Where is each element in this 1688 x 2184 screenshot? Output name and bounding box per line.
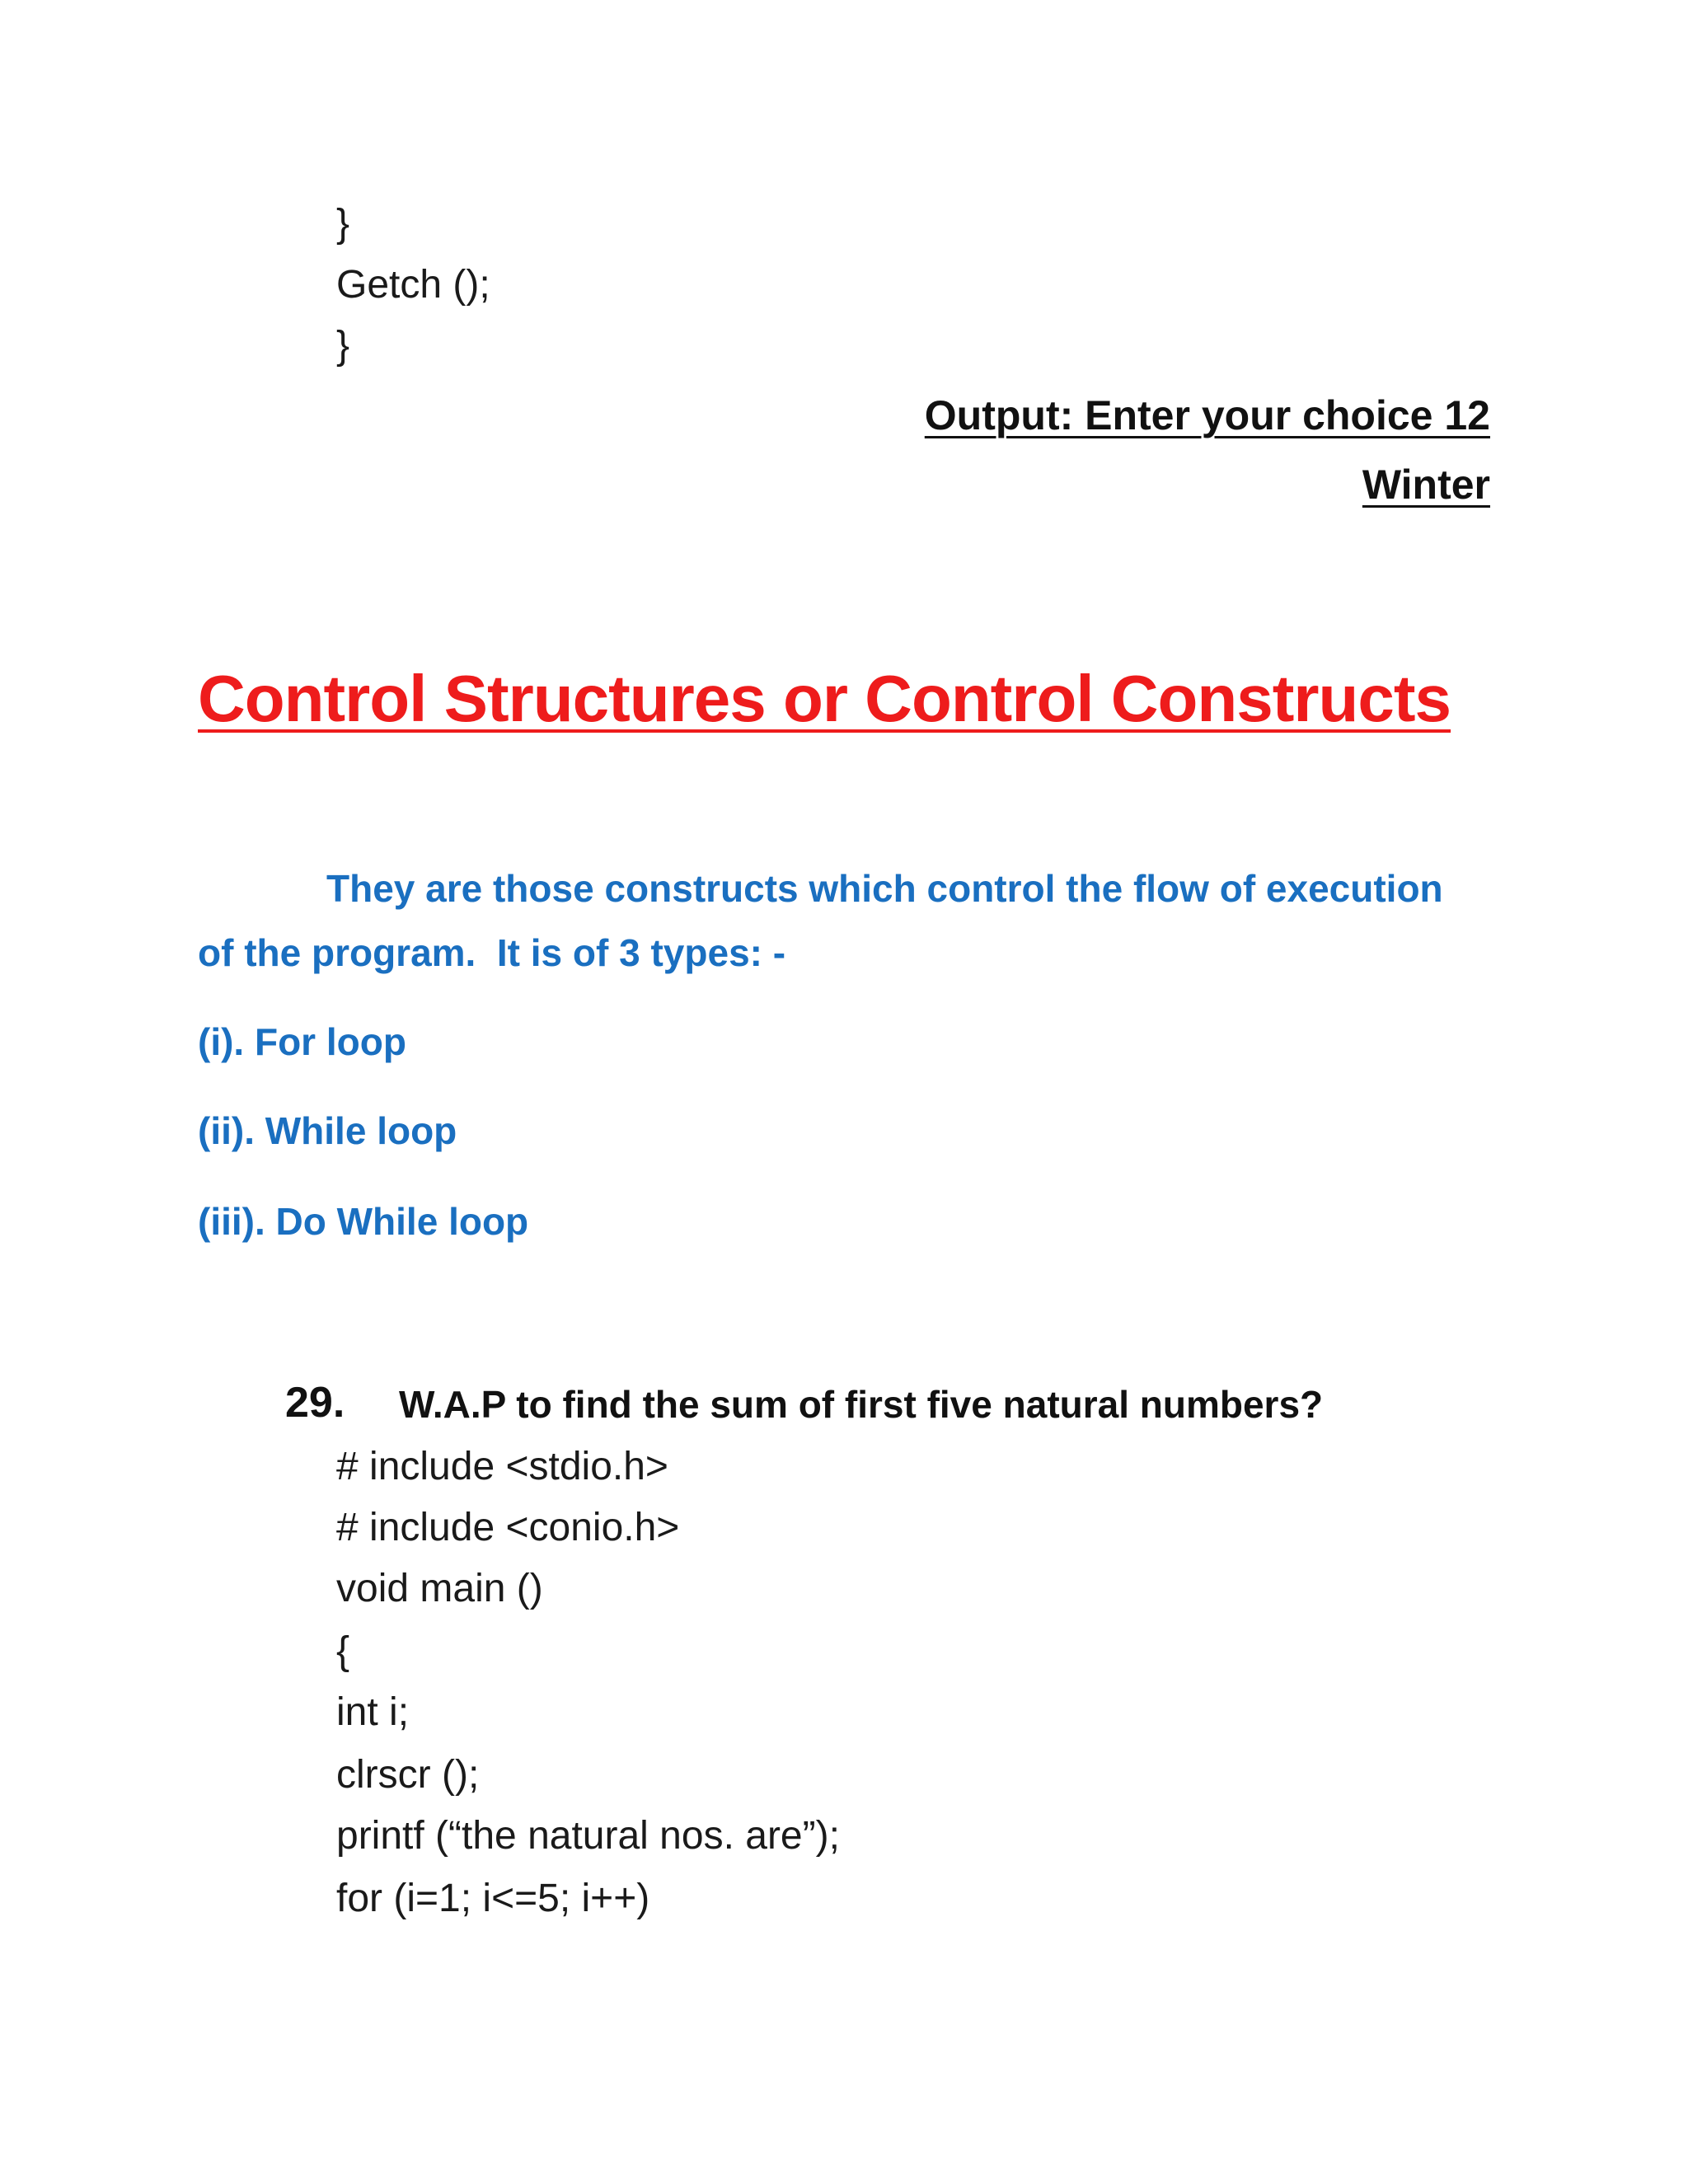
code-int-declaration: int i; — [336, 1690, 410, 1734]
output-line-2: Winter — [1362, 462, 1490, 508]
question-number: 29. — [285, 1379, 345, 1427]
intro-line-2: of the program. It is of 3 types: - — [198, 931, 786, 974]
output-line-1: Output: Enter your choice 12 — [924, 392, 1490, 438]
code-void-main: void main () — [336, 1567, 543, 1610]
code-open-brace: { — [336, 1629, 350, 1673]
type-item-for-loop: (i). For loop — [198, 1020, 406, 1063]
code-for-loop: for (i=1; i<=5; i++) — [336, 1877, 650, 1920]
question-text: W.A.P to find the sum of first five natural numbers? — [399, 1383, 1324, 1426]
code-printf: printf (“the natural nos. are”); — [336, 1814, 840, 1858]
code-getch-line: Getch (); — [336, 263, 490, 307]
type-item-while-loop: (ii). While loop — [198, 1109, 457, 1152]
type-item-do-while-loop: (iii). Do While loop — [198, 1200, 529, 1243]
code-clrscr: clrscr (); — [336, 1753, 480, 1797]
code-closing-brace: } — [336, 324, 350, 368]
section-heading: Control Structures or Control Constructs — [198, 662, 1451, 735]
intro-line-1: They are those constructs which control the flow of execution — [326, 867, 1443, 910]
code-include-conio: # include <conio.h> — [336, 1506, 680, 1549]
code-include-stdio: # include <stdio.h> — [336, 1445, 668, 1488]
code-closing-brace: } — [336, 202, 350, 246]
